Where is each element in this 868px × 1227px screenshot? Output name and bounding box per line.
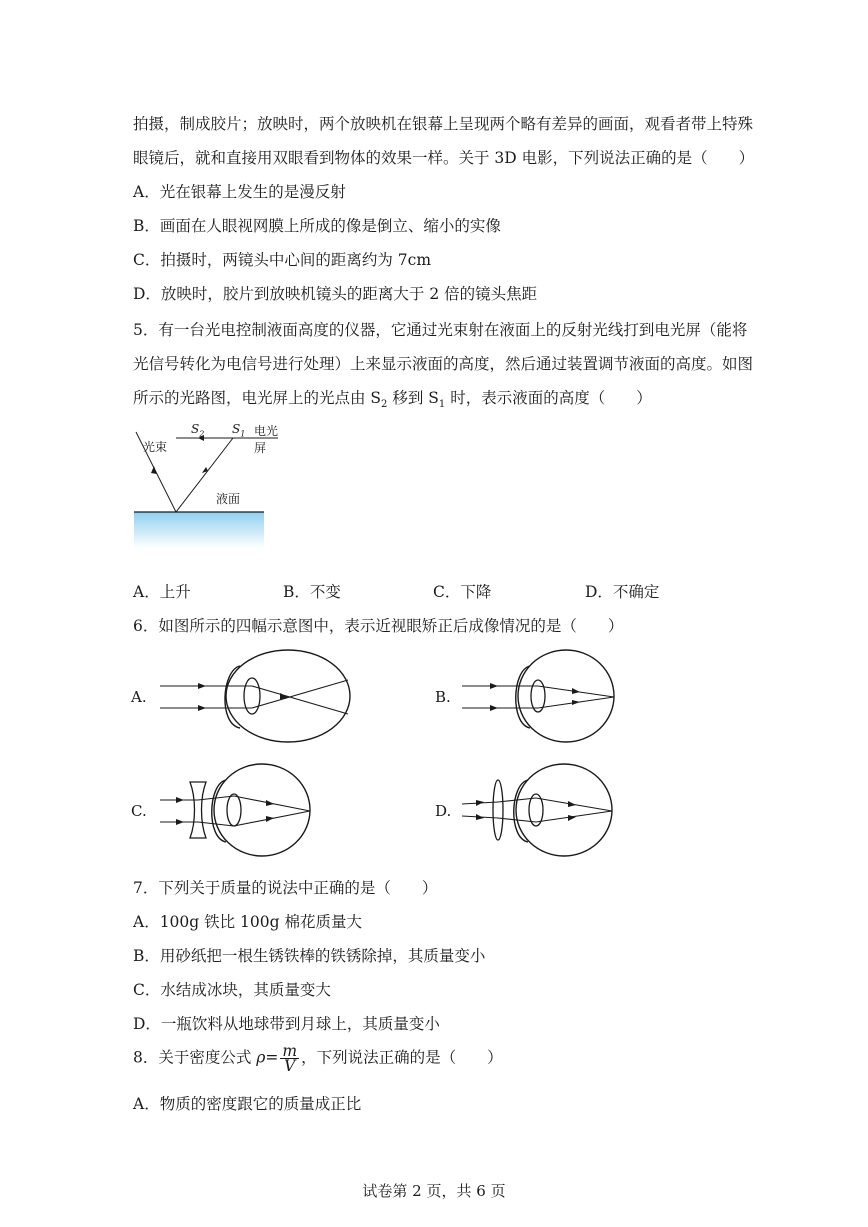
page-footer: 试卷第 2 页，共 6 页	[362, 1182, 506, 1200]
q7-option-c: C．水结成冰块，其质量变大	[133, 981, 331, 999]
q5-text-part-a: 所示的光路图，电光屏上的光点由 S	[133, 389, 382, 407]
fraction-numerator: m	[282, 1042, 298, 1060]
eye-diagram-c-label: C.	[131, 802, 147, 820]
s1-label	[232, 422, 245, 438]
s2-letter: S	[191, 422, 200, 436]
eye-diagram-b-svg	[460, 648, 620, 748]
screen-label: 电光屏	[254, 424, 279, 455]
liquid-label: 液面	[216, 492, 241, 506]
q5-option-b: B．不变	[283, 583, 341, 601]
s2-label	[191, 422, 204, 438]
q4-text-line-2: 眼镜后，就和直接用双眼看到物体的效果一样。关于 3D 电影，下列说法正确的是（ ）	[133, 149, 755, 167]
q8-text-part-b: ，下列说法正确的是（ ）	[301, 1048, 503, 1067]
q4-option-b: B．画面在人眼视网膜上所成的像是倒立、缩小的实像	[133, 217, 501, 235]
liquid-body	[134, 512, 264, 548]
s1-letter: S	[232, 422, 241, 436]
q5-text-part-c: 时，表示液面的高度（ ）	[445, 389, 652, 407]
s1-sub: 1	[240, 429, 246, 439]
eye-diagram-b	[460, 648, 620, 748]
q8-option-a: A．物质的密度跟它的质量成正比	[133, 1095, 362, 1113]
light-path-diagram	[128, 418, 288, 548]
q5-option-c: C．下降	[433, 583, 492, 601]
fraction-denominator: V	[284, 1057, 296, 1075]
q8-text-part-a: 8．关于密度公式	[133, 1048, 257, 1067]
eye-diagram-a-label: A.	[131, 688, 147, 706]
q8-text-line-1	[133, 1044, 503, 1073]
q7-option-d: D．一瓶饮料从地球带到月球上，其质量变小	[133, 1015, 440, 1033]
q6-text-line-1: 6．如图所示的四幅示意图中，表示近视眼矫正后成像情况的是（ ）	[133, 617, 624, 635]
q4-text-line-1: 拍摄，制成胶片；放映时，两个放映机在银幕上呈现两个略有差异的画面，观看者带上特殊	[133, 115, 754, 133]
q5-s2-subscript: 2	[381, 399, 388, 411]
incident-arrow	[151, 466, 157, 474]
q5-s1-subscript: 1	[438, 399, 446, 411]
q4-option-d: D．放映时，胶片到放映机镜头的距离大于 2 倍的镜头焦距	[133, 285, 538, 303]
q5-text-part-b: 移到 S	[387, 389, 439, 407]
eye-diagram-a-svg	[158, 648, 358, 748]
s2-sub: 2	[199, 429, 205, 439]
q4-option-a: A．光在银幕上发生的是漫反射	[133, 183, 346, 201]
density-fraction	[280, 1044, 299, 1073]
q7-option-a: A．100g 铁比 100g 棉花质量大	[133, 913, 362, 931]
q7-option-b: B．用砂纸把一根生锈铁棒的铁锈除掉，其质量变小	[133, 947, 486, 965]
eye-diagram-d-label: D.	[435, 802, 452, 820]
eye-diagram-d	[460, 762, 620, 862]
eye-diagram-c	[158, 762, 318, 862]
q5-text-line-3	[133, 386, 652, 410]
beam-label: 光束	[143, 440, 168, 454]
q5-text-line-1: 5．有一台光电控制液面高度的仪器，它通过光束射在液面上的反射光线打到电光屏（能将	[133, 321, 748, 339]
q5-option-a: A．上升	[133, 583, 191, 601]
q5-option-d: D．不确定	[585, 583, 660, 601]
eye-diagram-c-svg	[158, 762, 318, 862]
eye-diagram-a	[158, 648, 358, 748]
q7-text-line-1: 7．下列关于质量的说法中正确的是（ ）	[133, 879, 438, 897]
q5-text-line-2: 光信号转化为电信号进行处理）上来显示液面的高度，然后通过装置调节液面的高度。如图	[133, 355, 754, 373]
q4-option-c: C．拍摄时，两镜头中心间的距离约为 7cm	[133, 251, 432, 269]
density-symbol: ρ=	[256, 1048, 279, 1067]
eye-diagram-b-label: B.	[435, 688, 451, 706]
eye-diagram-d-svg	[460, 762, 620, 862]
